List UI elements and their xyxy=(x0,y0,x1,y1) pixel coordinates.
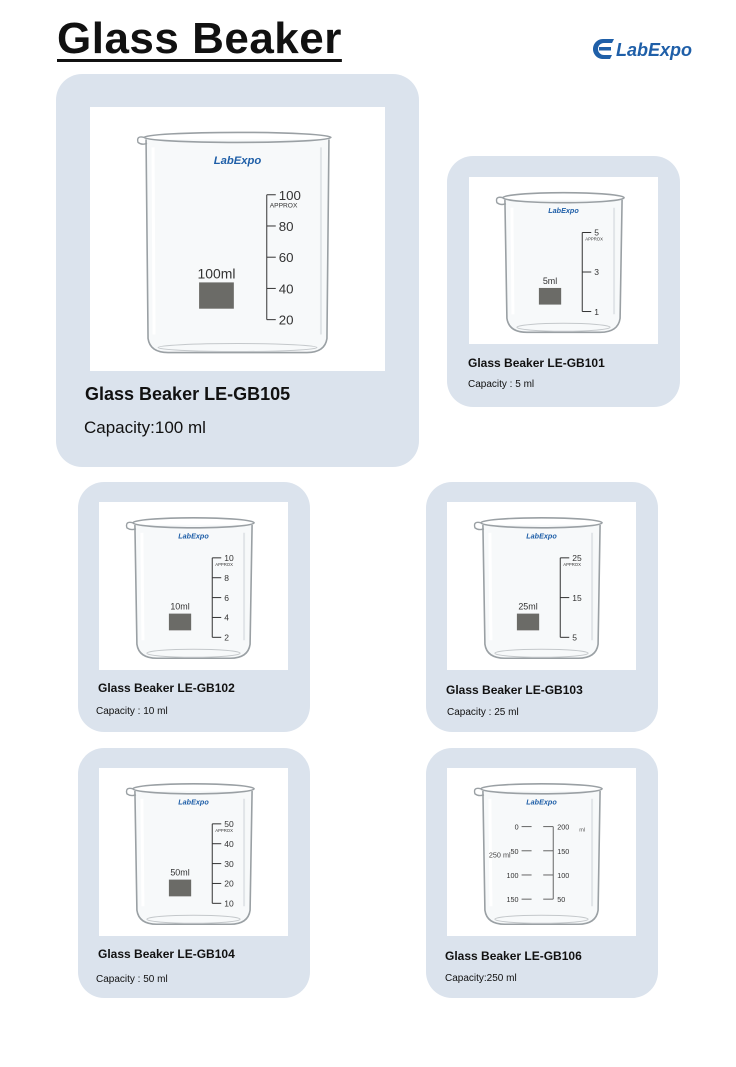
beaker-brand: LabExpo xyxy=(178,531,209,541)
product-photo xyxy=(99,768,288,936)
beaker-volume: 10ml xyxy=(170,601,190,612)
product-card-le-gb104 xyxy=(78,748,310,998)
beaker-image xyxy=(99,768,288,936)
scale-approx: APPROX xyxy=(215,561,233,567)
scale-tick-label: 50 xyxy=(510,846,519,856)
product-name: Glass Beaker LE-GB105 xyxy=(85,384,291,404)
beaker-image xyxy=(447,768,636,936)
product-card-le-gb105 xyxy=(56,74,419,467)
scale-tick-label: 30 xyxy=(224,858,234,869)
product-capacity: Capacity : 50 ml xyxy=(96,974,168,985)
beaker-brand: LabExpo xyxy=(548,206,579,216)
scale-unit: ml xyxy=(579,827,586,834)
product-photo xyxy=(90,107,385,371)
scale-tick-label: 100 xyxy=(278,187,301,203)
label-patch xyxy=(539,288,561,305)
product-card-le-gb101 xyxy=(447,156,680,407)
beaker-image xyxy=(99,502,288,670)
logo-text: LabExpo xyxy=(616,40,693,60)
page-title: Glass Beaker xyxy=(57,14,342,63)
beaker-brand: LabExpo xyxy=(526,797,557,807)
product-card-le-gb106 xyxy=(426,748,658,998)
scale-tick-label: 100 xyxy=(506,870,519,880)
beaker-image xyxy=(469,177,658,344)
scale-approx: APPROX xyxy=(215,827,233,833)
product-capacity: Capacity:100 ml xyxy=(84,418,206,437)
scale-tick-label: 15 xyxy=(572,592,582,603)
scale-tick-label: 5 xyxy=(594,227,599,238)
product-name: Glass Beaker LE-GB106 xyxy=(445,949,582,963)
beaker-volume: 100ml xyxy=(197,265,236,282)
scale-tick-label: 20 xyxy=(224,878,234,889)
scale-tick-label: 40 xyxy=(224,838,234,849)
scale-tick-label: 8 xyxy=(224,572,229,583)
scale-tick-label: 10 xyxy=(224,898,234,909)
product-capacity: Capacity : 25 ml xyxy=(447,707,519,718)
beaker-brand: LabExpo xyxy=(213,155,262,168)
beaker-brand: LabExpo xyxy=(526,531,557,541)
product-card-le-gb102 xyxy=(78,482,310,732)
scale-tick-label: 20 xyxy=(278,312,294,328)
labexpo-logo-icon xyxy=(593,39,614,59)
scale-tick-label: 200 xyxy=(557,822,570,832)
beaker-volume: 250 ml xyxy=(488,850,511,860)
label-patch xyxy=(517,614,539,631)
scale-tick-label: 40 xyxy=(278,281,294,297)
product-photo xyxy=(99,502,288,670)
product-name: Glass Beaker LE-GB103 xyxy=(446,683,583,697)
scale-approx: APPROX xyxy=(585,236,603,242)
scale-tick-label: 0 xyxy=(514,822,519,832)
label-patch xyxy=(199,282,234,308)
product-name: Glass Beaker LE-GB101 xyxy=(468,356,605,370)
beaker-brand: LabExpo xyxy=(178,797,209,807)
scale-tick-label: 4 xyxy=(224,612,229,623)
scale-tick-label: 100 xyxy=(557,870,570,880)
labexpo-logo xyxy=(590,36,702,62)
scale-tick-label: 50 xyxy=(224,819,234,830)
product-photo xyxy=(469,177,658,344)
product-card-le-gb103 xyxy=(426,482,658,732)
beaker-image xyxy=(447,502,636,670)
label-patch xyxy=(169,614,191,631)
scale-tick-label: 6 xyxy=(224,592,229,603)
beaker-volume: 5ml xyxy=(542,275,558,286)
beaker-image xyxy=(90,107,385,371)
scale-tick-label: 5 xyxy=(572,632,577,643)
scale-tick-label: 80 xyxy=(278,219,294,235)
scale-tick-label: 50 xyxy=(557,895,566,905)
scale-tick-label: 2 xyxy=(224,632,229,643)
scale-tick-label: 25 xyxy=(572,553,582,564)
product-name: Glass Beaker LE-GB104 xyxy=(98,947,235,961)
scale-approx: APPROX xyxy=(269,202,298,210)
product-photo xyxy=(447,502,636,670)
scale-approx: APPROX xyxy=(563,561,581,567)
product-photo xyxy=(447,768,636,936)
beaker-volume: 50ml xyxy=(170,867,190,878)
scale-tick-label: 1 xyxy=(594,306,599,317)
scale-tick-label: 3 xyxy=(594,267,599,278)
beaker-volume: 25ml xyxy=(518,601,538,612)
scale-tick-label: 60 xyxy=(278,250,294,266)
product-name: Glass Beaker LE-GB102 xyxy=(98,681,235,695)
scale-tick-label: 10 xyxy=(224,553,234,564)
product-capacity: Capacity:250 ml xyxy=(445,973,517,984)
label-patch xyxy=(169,880,191,897)
scale-tick-label: 150 xyxy=(557,846,570,856)
product-capacity: Capacity : 10 ml xyxy=(96,706,168,717)
product-capacity: Capacity : 5 ml xyxy=(468,379,535,390)
scale-tick-label: 150 xyxy=(506,895,519,905)
